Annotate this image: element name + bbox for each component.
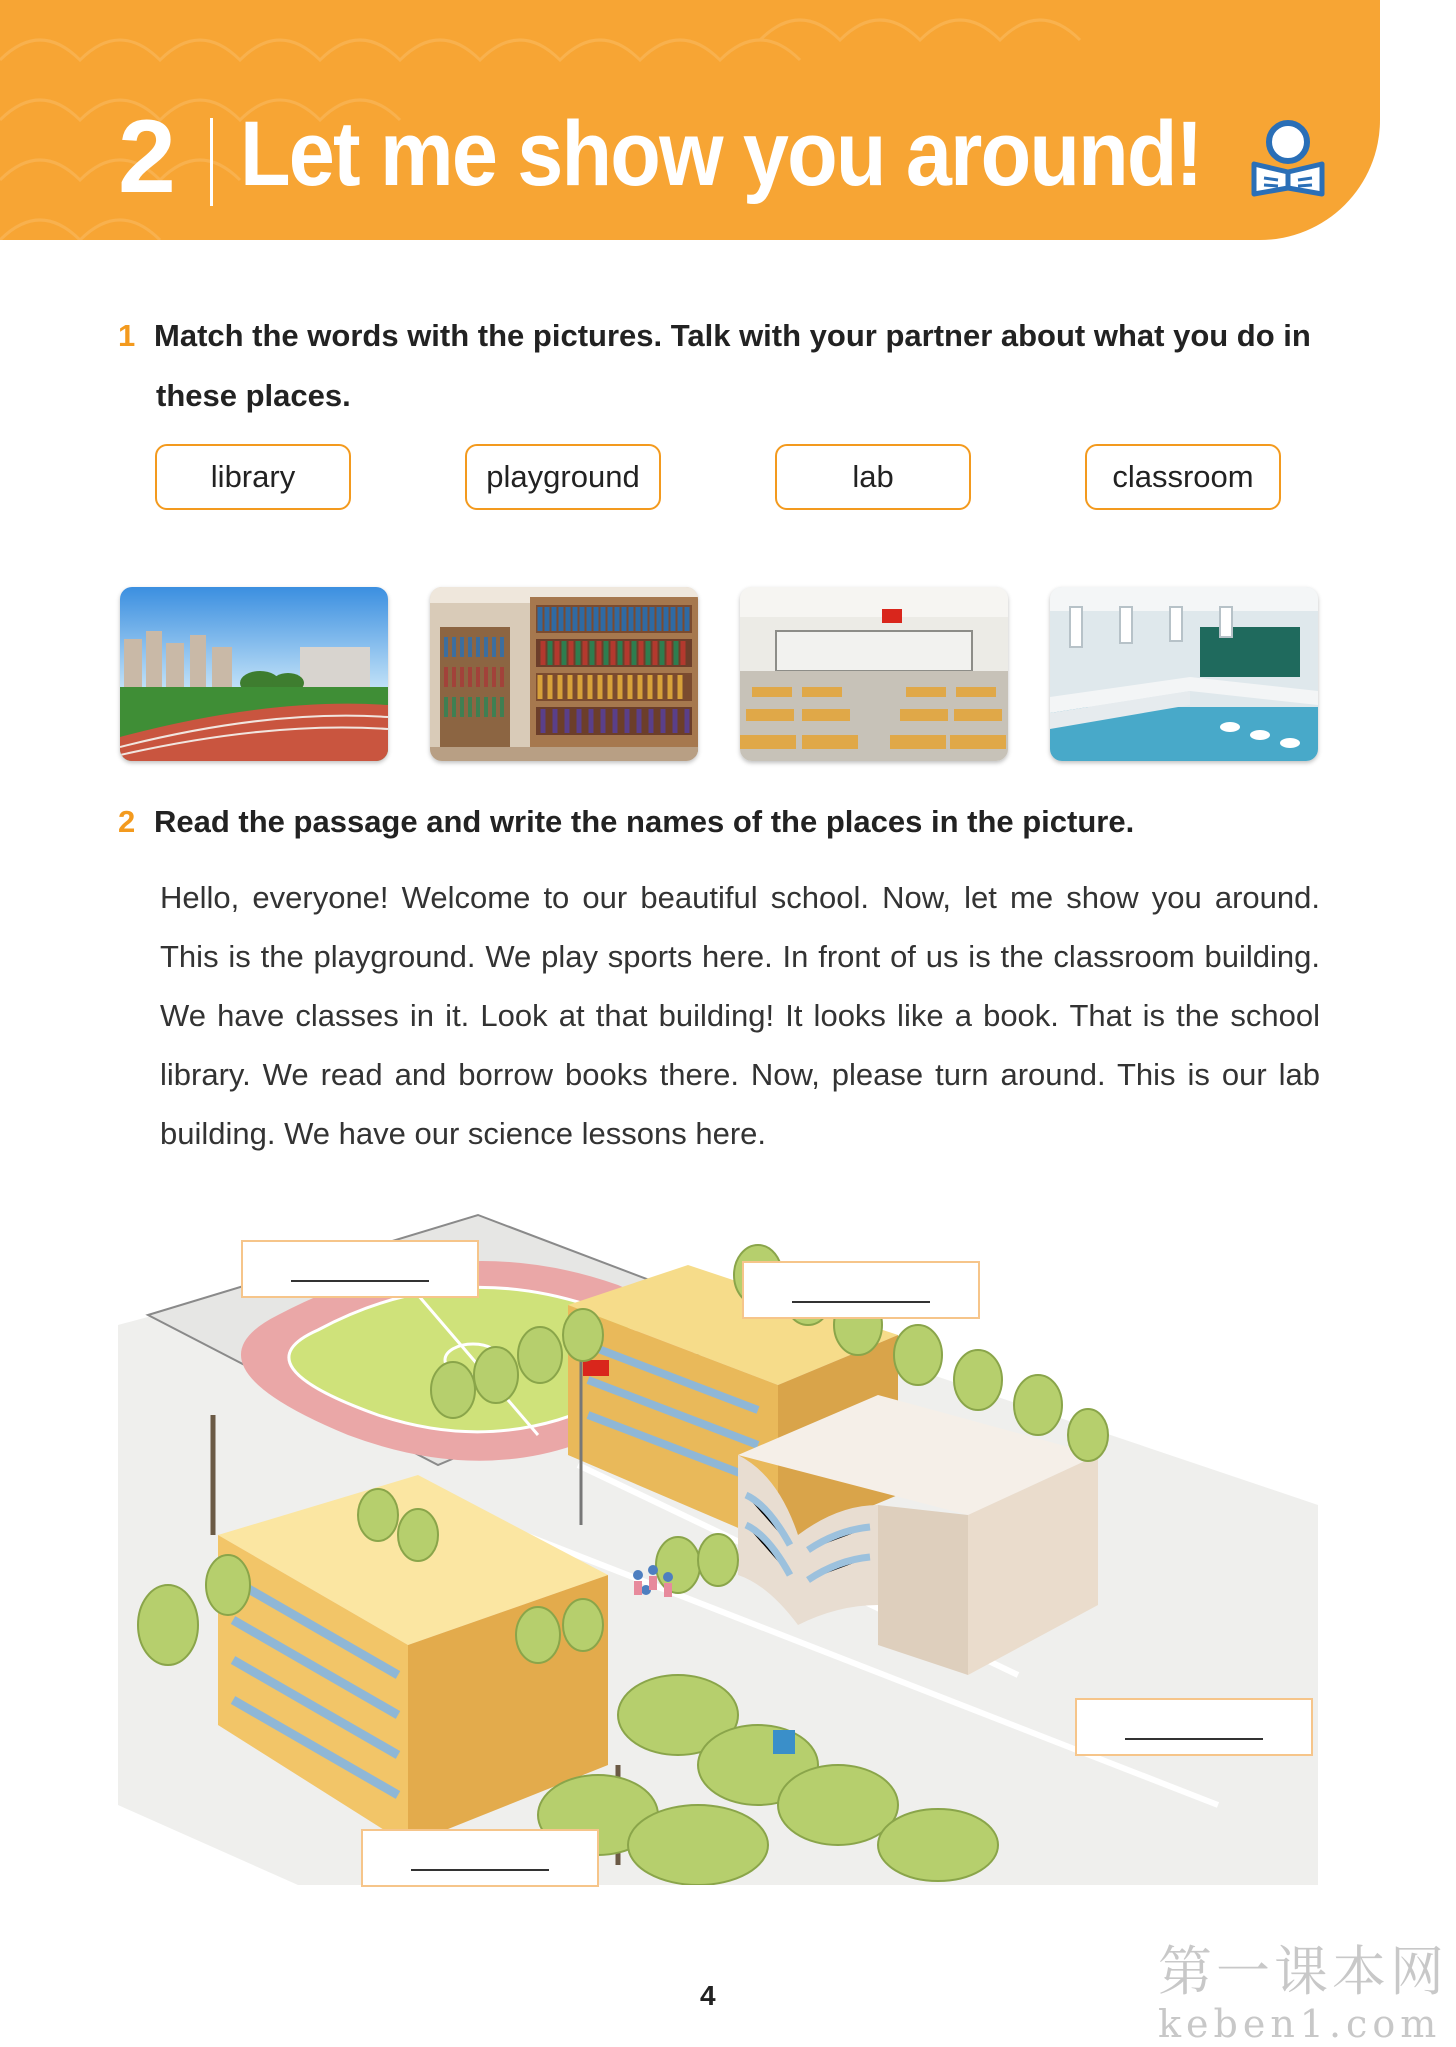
word-lab[interactable]: lab xyxy=(775,444,971,510)
task1-instruction-line2: these places. xyxy=(156,378,351,413)
answer-blank xyxy=(1125,1738,1263,1740)
label-box-lab-building[interactable] xyxy=(742,1261,980,1319)
unit-title: Let me show you around! xyxy=(240,103,1202,205)
watermark-line1: 第一课本网 xyxy=(1158,1940,1448,2003)
label-box-playground[interactable] xyxy=(241,1240,479,1298)
playground-photo[interactable] xyxy=(120,587,388,761)
answer-blank xyxy=(411,1869,549,1871)
task2-number: 2 xyxy=(118,804,136,839)
school-map-illustration xyxy=(118,1205,1318,1885)
watermark-line2: keben1.com xyxy=(1158,2002,1442,2046)
task1-instruction xyxy=(118,306,1348,366)
classroom-photo[interactable] xyxy=(740,587,1008,761)
watermark xyxy=(1158,1940,1448,2046)
unit-number: 2 xyxy=(118,99,176,215)
task2-instruction-text: Read the passage and write the names of the places in the picture. xyxy=(154,804,1135,839)
label-box-classroom-building[interactable] xyxy=(361,1829,599,1887)
task1-number: 1 xyxy=(118,318,136,353)
word-library[interactable]: library xyxy=(155,444,351,510)
word-playground[interactable]: playground xyxy=(465,444,661,510)
title-divider xyxy=(210,118,213,206)
lab-photo[interactable] xyxy=(1050,587,1318,761)
word-classroom[interactable]: classroom xyxy=(1085,444,1281,510)
task2-instruction xyxy=(118,792,1134,852)
answer-blank xyxy=(291,1280,429,1282)
page-number: 4 xyxy=(700,1980,716,2011)
task1-instruction-line1: Match the words with the pictures. Talk with your partner about what you do in xyxy=(154,318,1311,353)
reader-icon xyxy=(1248,118,1328,200)
library-photo[interactable] xyxy=(430,587,698,761)
reading-passage: Hello, everyone! Welcome to our beautiful school. Now, let me show you around. This is the playground. We play sports here. In front of us is the classroom building. We have classes in it. Look at that building! It looks like a book. That is the school library. We read and borrow books there. Now, please turn around. This is our lab building. We have our science lessons here. xyxy=(160,880,1320,1151)
label-box-library[interactable] xyxy=(1075,1698,1313,1756)
answer-blank xyxy=(792,1301,930,1303)
unit-banner xyxy=(0,0,1380,240)
